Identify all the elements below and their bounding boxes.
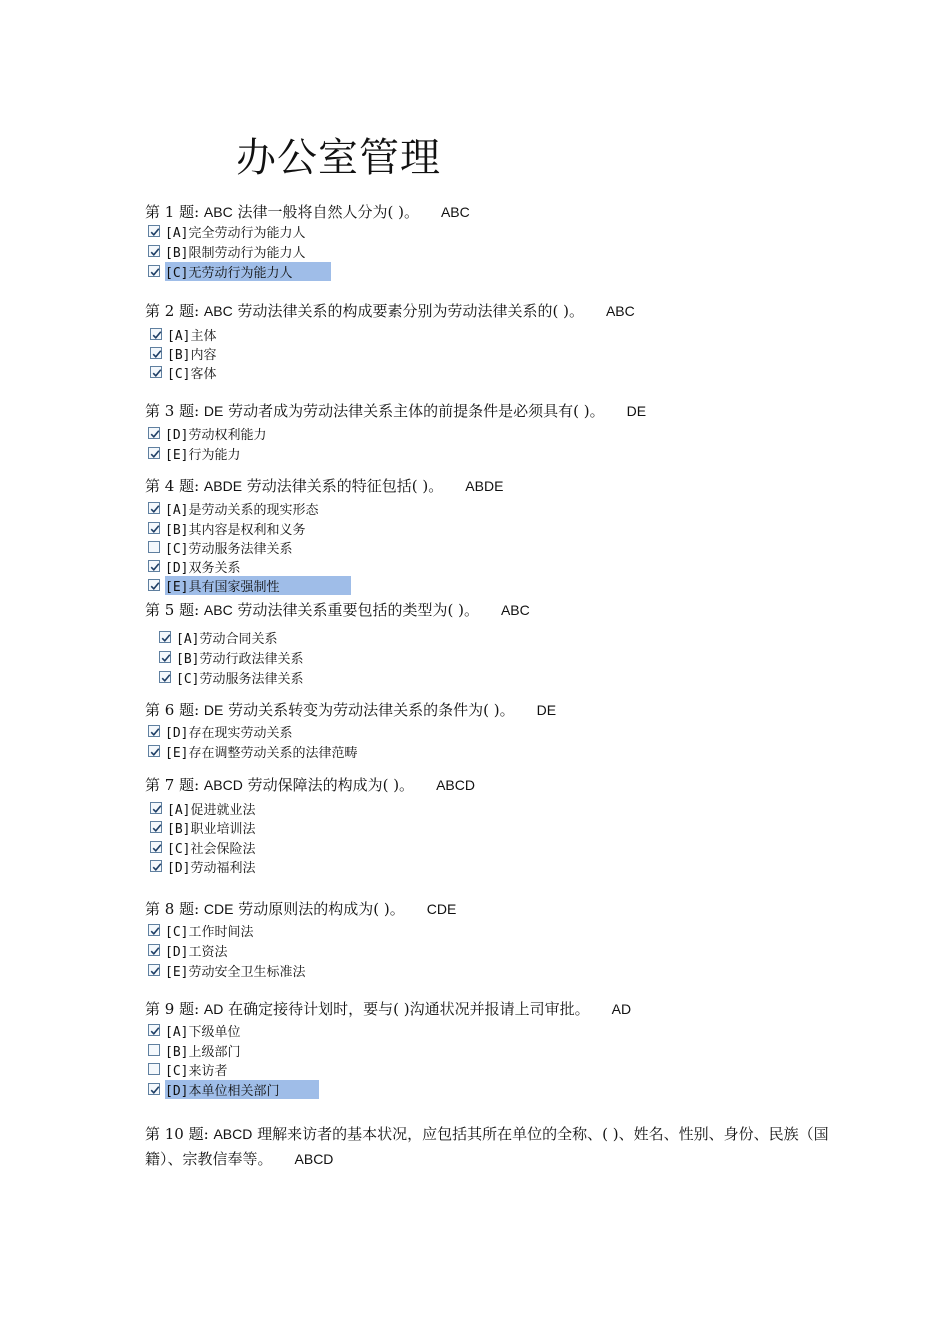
question-answer: CDE bbox=[426, 901, 457, 917]
checkbox-checked-icon[interactable] bbox=[150, 841, 162, 853]
option-item[interactable] bbox=[148, 941, 235, 959]
question-number: 第 1 题: bbox=[145, 203, 204, 221]
option-label: [B]内容 bbox=[167, 347, 217, 363]
option-label: [D]双务关系 bbox=[165, 560, 241, 576]
option-item[interactable] bbox=[148, 222, 313, 240]
option-label: [E]劳动安全卫生标准法 bbox=[165, 964, 306, 980]
option-item[interactable] bbox=[159, 648, 311, 666]
question-key: ABC bbox=[203, 204, 233, 220]
checkbox-checked-icon[interactable] bbox=[148, 924, 160, 936]
checkbox-checked-icon[interactable] bbox=[148, 245, 160, 257]
question-key: ABC bbox=[203, 602, 233, 618]
option-item[interactable] bbox=[148, 576, 351, 594]
option-label: [C]劳动服务法律关系 bbox=[176, 671, 304, 687]
option-item[interactable] bbox=[148, 557, 248, 575]
checkbox-checked-icon[interactable] bbox=[148, 447, 160, 459]
question-number: 第 5 题: bbox=[145, 601, 204, 619]
option-item[interactable] bbox=[148, 262, 331, 280]
document-title: 办公室管理 bbox=[236, 135, 441, 181]
checkbox-unchecked-icon[interactable] bbox=[148, 1063, 160, 1075]
question-number: 第 7 题: bbox=[145, 776, 204, 794]
checkbox-checked-icon[interactable] bbox=[159, 631, 171, 643]
option-label: [E]存在调整劳动关系的法律范畴 bbox=[165, 745, 358, 761]
option-item[interactable] bbox=[148, 1080, 319, 1098]
question-4 bbox=[145, 477, 503, 495]
checkbox-checked-icon[interactable] bbox=[148, 1083, 160, 1095]
question-answer: ABC bbox=[605, 303, 635, 319]
question-answer: ABDE bbox=[465, 478, 504, 494]
question-text: 劳动者成为劳动法律关系主体的前提条件是必须具有( )。 bbox=[223, 402, 605, 420]
option-label: [C]劳动服务法律关系 bbox=[165, 541, 293, 557]
option-label: [A]劳动合同关系 bbox=[176, 631, 278, 647]
question-text: 劳动原则法的构成为( )。 bbox=[233, 900, 405, 918]
question-10 bbox=[145, 1122, 835, 1172]
question-text: 劳动法律关系的特征包括( )。 bbox=[242, 477, 444, 495]
checkbox-checked-icon[interactable] bbox=[148, 725, 160, 737]
question-number: 第 10 题: bbox=[145, 1125, 214, 1143]
option-item[interactable] bbox=[148, 961, 313, 979]
option-label: [D]本单位相关部门 bbox=[165, 1080, 319, 1099]
checkbox-checked-icon[interactable] bbox=[159, 671, 171, 683]
question-number: 第 4 题: bbox=[145, 477, 204, 495]
option-label: [A]完全劳动行为能力人 bbox=[165, 225, 306, 241]
option-item[interactable] bbox=[150, 344, 224, 362]
checkbox-checked-icon[interactable] bbox=[150, 328, 162, 340]
option-label: [A]下级单位 bbox=[165, 1024, 241, 1040]
checkbox-checked-icon[interactable] bbox=[148, 265, 160, 277]
question-key: DE bbox=[203, 403, 224, 419]
question-number: 第 8 题: bbox=[145, 900, 204, 918]
option-item[interactable] bbox=[159, 628, 285, 646]
question-text: 在确定接待计划时，要与( )沟通状况并报请上司审批。 bbox=[223, 1000, 590, 1018]
option-item[interactable] bbox=[148, 1021, 248, 1039]
checkbox-unchecked-icon[interactable] bbox=[148, 541, 160, 553]
option-item[interactable] bbox=[148, 1060, 235, 1078]
question-answer: ABC bbox=[440, 204, 470, 220]
checkbox-checked-icon[interactable] bbox=[150, 821, 162, 833]
option-item[interactable] bbox=[150, 818, 263, 836]
option-item[interactable] bbox=[148, 519, 313, 537]
checkbox-checked-icon[interactable] bbox=[150, 366, 162, 378]
option-label: [D]存在现实劳动关系 bbox=[165, 725, 293, 741]
question-8 bbox=[145, 900, 456, 918]
question-5 bbox=[145, 601, 530, 619]
option-label: [E]行为能力 bbox=[165, 447, 241, 463]
question-9 bbox=[145, 1000, 631, 1018]
option-item[interactable] bbox=[159, 668, 311, 686]
option-item[interactable] bbox=[148, 722, 300, 740]
checkbox-checked-icon[interactable] bbox=[159, 651, 171, 663]
question-key: ABCD bbox=[213, 1126, 253, 1142]
option-label: [B]限制劳动行为能力人 bbox=[165, 245, 306, 261]
option-item[interactable] bbox=[148, 444, 248, 462]
option-label: [A]是劳动关系的现实形态 bbox=[165, 502, 319, 518]
option-item[interactable] bbox=[148, 538, 300, 556]
checkbox-checked-icon[interactable] bbox=[150, 860, 162, 872]
question-number: 第 9 题: bbox=[145, 1000, 204, 1018]
option-label: [C]来访者 bbox=[165, 1063, 228, 1079]
option-label: [D]劳动福利法 bbox=[167, 860, 256, 876]
question-answer: ABC bbox=[500, 602, 530, 618]
question-answer: ABCD bbox=[436, 777, 475, 793]
checkbox-checked-icon[interactable] bbox=[148, 225, 160, 237]
question-text: 劳动法律关系的构成要素分别为劳动法律关系的( )。 bbox=[232, 302, 584, 320]
question-answer: DE bbox=[626, 403, 647, 419]
question-number: 第 6 题: bbox=[145, 701, 204, 719]
question-text: 理解来访者的基本状况，应包括其所在单位的全称、( )、姓名、性别、身份、民族（国籍）、宗教信奉等。 bbox=[145, 1125, 829, 1168]
checkbox-unchecked-icon[interactable] bbox=[148, 1044, 160, 1056]
question-number: 第 2 题: bbox=[145, 302, 204, 320]
option-label: [A]主体 bbox=[167, 328, 217, 344]
checkbox-checked-icon[interactable] bbox=[148, 502, 160, 514]
question-key: ABCD bbox=[203, 777, 243, 793]
checkbox-checked-icon[interactable] bbox=[148, 745, 160, 757]
option-item[interactable] bbox=[150, 325, 224, 343]
question-answer: DE bbox=[536, 702, 557, 718]
option-item[interactable] bbox=[150, 363, 224, 381]
question-text: 劳动关系转变为劳动法律关系的条件为( )。 bbox=[223, 701, 515, 719]
question-key: AD bbox=[203, 1001, 224, 1017]
question-key: CDE bbox=[203, 901, 234, 917]
option-item[interactable] bbox=[150, 838, 263, 856]
option-label: [C]客体 bbox=[167, 366, 217, 382]
question-answer: ABCD bbox=[294, 1151, 334, 1167]
checkbox-checked-icon[interactable] bbox=[148, 1024, 160, 1036]
question-key: ABDE bbox=[203, 478, 243, 494]
question-text: 劳动保障法的构成为( )。 bbox=[242, 776, 415, 794]
option-item[interactable] bbox=[148, 424, 274, 442]
question-2 bbox=[145, 302, 635, 320]
question-key: ABC bbox=[203, 303, 233, 319]
question-1 bbox=[145, 203, 470, 221]
option-label: [C]工作时间法 bbox=[165, 924, 254, 940]
question-text: 劳动法律关系重要包括的类型为( )。 bbox=[232, 601, 479, 619]
option-label: [B]劳动行政法律关系 bbox=[176, 651, 304, 667]
checkbox-checked-icon[interactable] bbox=[150, 802, 162, 814]
option-item[interactable] bbox=[150, 857, 263, 875]
option-item[interactable] bbox=[148, 242, 313, 260]
option-label: [B]上级部门 bbox=[165, 1044, 241, 1060]
option-item[interactable] bbox=[148, 499, 326, 517]
question-6 bbox=[145, 701, 556, 719]
question-7 bbox=[145, 776, 475, 794]
question-number: 第 3 题: bbox=[145, 402, 204, 420]
question-answer: AD bbox=[611, 1001, 632, 1017]
checkbox-checked-icon[interactable] bbox=[150, 347, 162, 359]
option-label: [E]具有国家强制性 bbox=[165, 576, 351, 595]
checkbox-checked-icon[interactable] bbox=[148, 579, 160, 591]
option-item[interactable] bbox=[148, 921, 261, 939]
option-item[interactable] bbox=[148, 742, 365, 760]
checkbox-checked-icon[interactable] bbox=[148, 522, 160, 534]
option-item[interactable] bbox=[148, 1041, 248, 1059]
checkbox-checked-icon[interactable] bbox=[148, 427, 160, 439]
option-label: [C]无劳动行为能力人 bbox=[165, 262, 331, 281]
checkbox-checked-icon[interactable] bbox=[148, 964, 160, 976]
question-text: 法律一般将自然人分为( )。 bbox=[232, 203, 419, 221]
question-3 bbox=[145, 402, 646, 420]
checkbox-checked-icon[interactable] bbox=[148, 560, 160, 572]
option-label: [A]促进就业法 bbox=[167, 802, 256, 818]
checkbox-checked-icon[interactable] bbox=[148, 944, 160, 956]
option-label: [D]劳动权利能力 bbox=[165, 427, 267, 443]
option-label: [B]职业培训法 bbox=[167, 821, 256, 837]
option-item[interactable] bbox=[150, 799, 263, 817]
question-key: DE bbox=[203, 702, 224, 718]
option-label: [D]工资法 bbox=[165, 944, 228, 960]
option-label: [B]其内容是权利和义务 bbox=[165, 522, 306, 538]
option-label: [C]社会保险法 bbox=[167, 841, 256, 857]
